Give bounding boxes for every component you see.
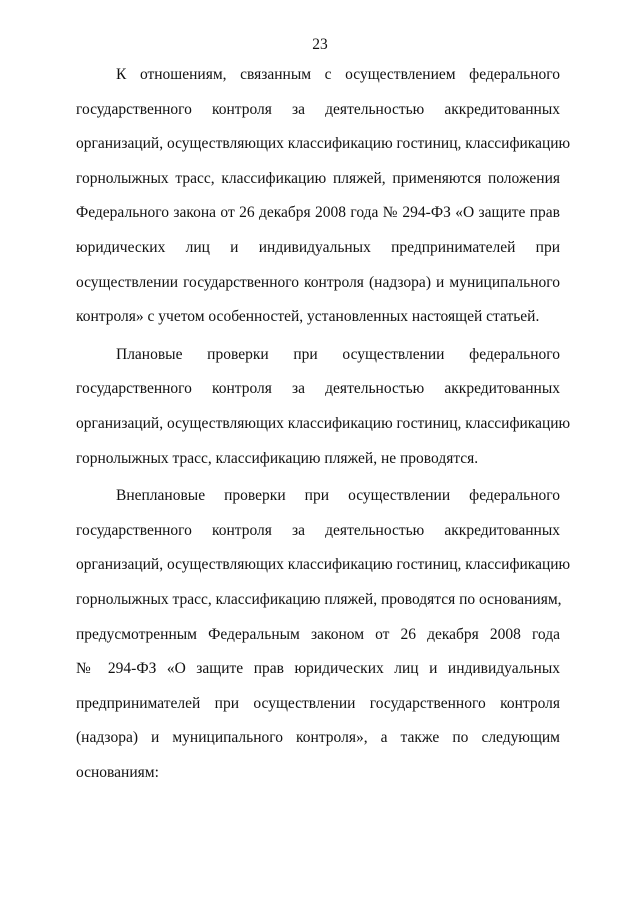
- page-number: 23: [312, 36, 328, 53]
- paragraph-line: юридических лиц и индивидуальных предпринимателей при: [76, 238, 560, 256]
- paragraph-line: контроля» с учетом особенностей, установленных настоящей статьей.: [76, 308, 540, 326]
- paragraph-line: основаниям:: [76, 763, 159, 781]
- body-text: [76, 63, 571, 795]
- paragraph-line: осуществлении государственного контроля (надзора) и муниципального: [76, 273, 560, 291]
- paragraph-line: организаций, осуществляющих классификацию гостиниц, классификацию: [76, 414, 571, 432]
- paragraph-line: предусмотренным Федеральным законом от 26 декабря 2008 года: [76, 625, 560, 643]
- paragraph-line: организаций, осуществляющих классификацию гостиниц, классификацию: [76, 556, 571, 574]
- paragraph-scheduled-inspections: [76, 343, 571, 481]
- paragraph-line: Плановые проверки при осуществлении федерального: [116, 345, 560, 363]
- paragraph-line: (надзора) и муниципального контроля», а также по следующим: [76, 729, 560, 747]
- paragraph-line: горнолыжных трасс, классификацию пляжей, не проводятся.: [76, 449, 479, 467]
- paragraph-line: № 294-ФЗ «О защите прав юридических лиц и индивидуальных: [76, 660, 560, 678]
- paragraph-line: государственного контроля за деятельностью аккредитованных: [76, 380, 560, 398]
- paragraph-line: К отношениям, связанным с осуществлением федерального: [116, 66, 560, 83]
- paragraph-line: государственного контроля за деятельностью аккредитованных: [76, 100, 560, 118]
- paragraph-line: организаций, осуществляющих классификацию гостиниц, классификацию: [76, 135, 571, 153]
- paragraph-unscheduled-inspections: [76, 484, 571, 795]
- paragraph-line: предпринимателей при осуществлении государственного контроля: [76, 694, 560, 712]
- paragraph-line: Федерального закона от 26 декабря 2008 года № 294-ФЗ «О защите прав: [76, 204, 560, 222]
- paragraph-applicable-law: [76, 63, 571, 340]
- paragraph-line: горнолыжных трасс, классификацию пляжей, применяются положения: [76, 169, 560, 187]
- paragraph-line: государственного контроля за деятельностью аккредитованных: [76, 521, 560, 539]
- paragraph-line: Внеплановые проверки при осуществлении федерального: [116, 487, 560, 505]
- paragraph-line: горнолыжных трасс, классификацию пляжей, проводятся по основаниям,: [76, 590, 562, 608]
